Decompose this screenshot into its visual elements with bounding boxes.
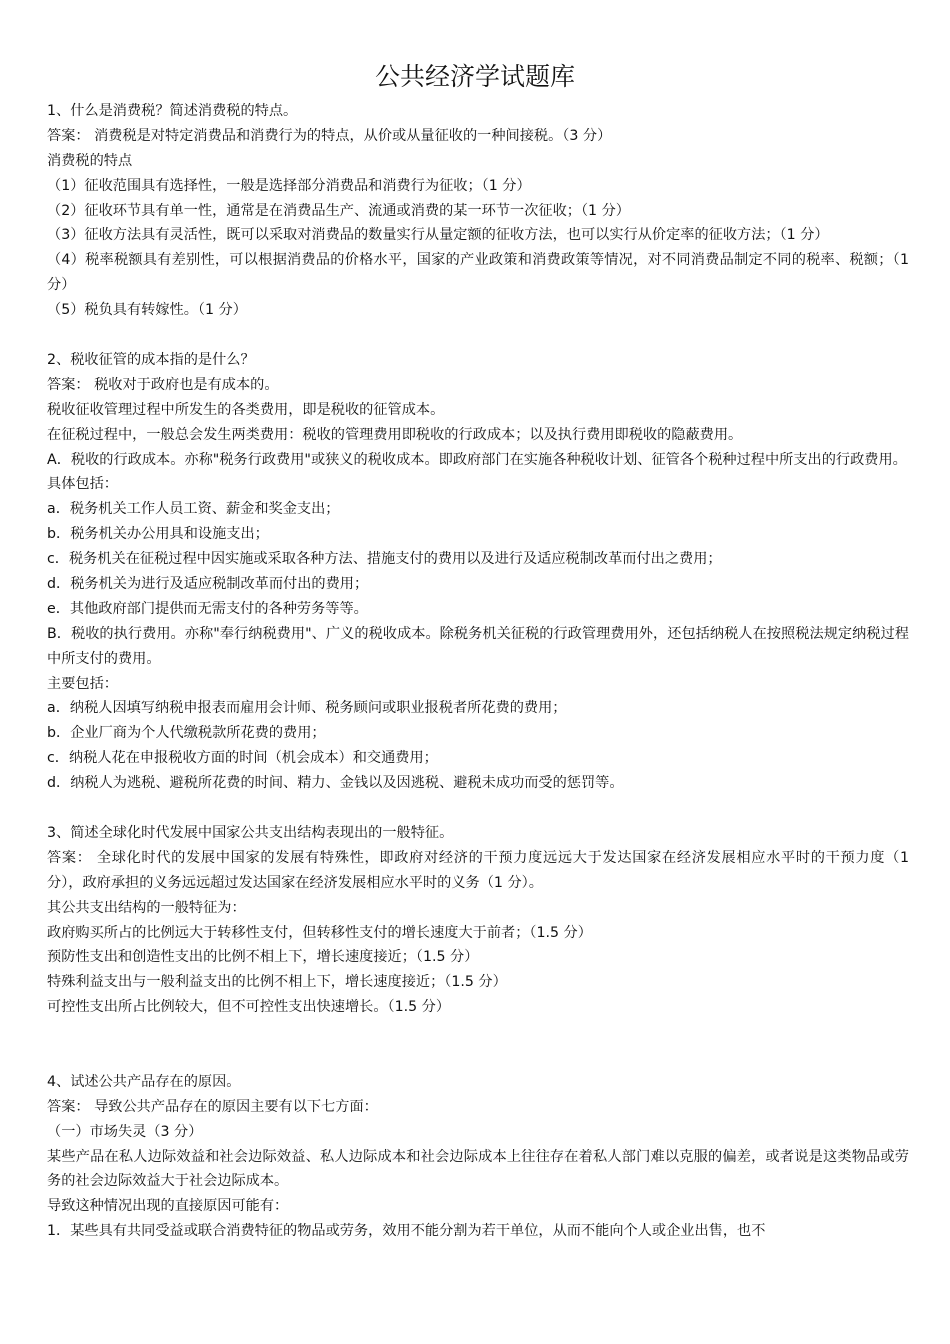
- q4-section-1: （一）市场失灵（3 分）: [47, 1123, 203, 1140]
- answer-3: 答案： 全球化时代的发展中国家的发展有特殊性，即政府对经济的干预力度远远大于发达国家在经济发展相应水平时的干预力度（1 分），政府承担的义务远远超过发达国家在经济发展相应水平时的义务（1 分）。: [47, 849, 909, 891]
- q3-intro: 其公共支出结构的一般特征为：: [47, 899, 246, 916]
- q1-point-5: （5）税负具有转嫁性。（1 分）: [47, 302, 247, 319]
- q1-point-2: （2）征收环节具有单一性，通常是在消费品生产、流通或消费的某一环节一次征收；（1 分）: [47, 202, 630, 219]
- q2-line-2: 在征税过程中，一般总会发生两类费用：税收的管理费用即税收的行政成本；以及执行费用即税收的隐蔽费用。: [47, 426, 743, 443]
- question-3: 3、简述全球化时代发展中国家公共支出结构表现出的一般特征。: [47, 824, 454, 841]
- q2-section-a-intro: 具体包括：: [47, 476, 118, 493]
- q2-b-item-a: a．纳税人因填写纳税申报表而雇用会计师、税务顾问或职业报税者所花费的费用；: [47, 700, 567, 717]
- answer-4: 答案： 导致公共产品存在的原因主要有以下七方面：: [47, 1098, 378, 1115]
- q2-a-item-a: a．税务机关工作人员工资、薪金和奖金支出；: [47, 501, 340, 518]
- q3-feature-4: 可控性支出所占比例较大，但不可控性支出快速增长。（1.5 分）: [47, 999, 451, 1016]
- spacer: [47, 796, 909, 821]
- document-title: 公共经济学试题库: [374, 62, 575, 91]
- q2-a-item-b: b．税务机关办公用具和设施支出；: [47, 526, 269, 543]
- q4-item-1: 1．某些具有共同受益或联合消费特征的物品或劳务，效用不能分割为若干单位，从而不能向个人或企业出售，也不: [47, 1223, 766, 1240]
- q2-section-b-intro: 主要包括：: [47, 675, 118, 692]
- q2-a-item-c: c．税务机关在征税过程中因实施或采取各种方法、措施支付的费用以及进行及适应税制改革而付出之费用；: [47, 551, 722, 568]
- q1-point-1: （1）征收范围具有选择性，一般是选择部分消费品和消费行为征收；（1 分）: [47, 177, 531, 194]
- q1-heading: 消费税的特点: [47, 152, 133, 169]
- question-2: 2、税收征管的成本指的是什么？: [47, 351, 255, 368]
- question-4: 4、试述公共产品存在的原因。: [47, 1073, 241, 1090]
- q4-paragraph-2: 导致这种情况出现的直接原因可能有：: [47, 1198, 289, 1215]
- q1-point-3: （3）征收方法具有灵活性，既可以采取对消费品的数量实行从量定额的征收方法，也可以实行从价定率的征收方法；（1 分）: [47, 227, 829, 244]
- q1-point-4: （4）税率税额具有差别性，可以根据消费品的价格水平，国家的产业政策和消费政策等情况，对不同消费品制定不同的税率、税额；（1 分）: [47, 252, 909, 294]
- spacer: [47, 323, 909, 348]
- q3-feature-1: 政府购买所占的比例远大于转移性支付，但转移性支付的增长速度大于前者；（1.5 分）: [47, 924, 592, 941]
- q3-feature-3: 特殊利益支出与一般利益支出的比例不相上下，增长速度接近；（1.5 分）: [47, 974, 507, 991]
- q2-b-item-d: d．纳税人为逃税、避税所花费的时间、精力、金钱以及因逃税、避税未成功而受的惩罚等。: [47, 775, 624, 792]
- q2-section-a: A．税收的行政成本。亦称"税务行政费用"或狭义的税收成本。即政府部门在实施各种税收计划、征管各个税种过程中所支出的行政费用。: [47, 451, 907, 468]
- q2-b-item-b: b．企业厂商为个人代缴税款所花费的费用；: [47, 725, 326, 742]
- question-1: 1、什么是消费税？简述消费税的特点。: [47, 103, 298, 119]
- q2-a-item-e: e．其他政府部门提供而无需支付的各种劳务等等。: [47, 600, 368, 617]
- q2-a-item-d: d．税务机关为进行及适应税制改革而付出的费用；: [47, 575, 369, 592]
- answer-1: 答案： 消费税是对特定消费品和消费行为的特点，从价或从量征收的一种间接税。（3 分）: [47, 127, 612, 144]
- q2-section-b: B．税收的执行费用。亦称"奉行纳税费用"、广义的税收成本。除税务机关征税的行政管理费用外，还包括纳税人在按照税法规定纳税过程中所支付的费用。: [47, 625, 909, 667]
- document-body: [47, 99, 909, 1244]
- spacer: [47, 1020, 909, 1070]
- q2-b-item-c: c．纳税人花在申报税收方面的时间（机会成本）和交通费用；: [47, 750, 438, 767]
- q3-feature-2: 预防性支出和创造性支出的比例不相上下，增长速度接近；（1.5 分）: [47, 949, 479, 966]
- answer-2: 答案： 税收对于政府也是有成本的。: [47, 376, 279, 393]
- q2-line-1: 税收征收管理过程中所发生的各类费用，即是税收的征管成本。: [47, 401, 445, 418]
- q4-paragraph-1: 某些产品在私人边际效益和社会边际效益、私人边际成本和社会边际成本上往往存在着私人部门难以克服的偏差，或者说是这类物品或劳务的社会边际效益大于社会边际成本。: [47, 1148, 909, 1190]
